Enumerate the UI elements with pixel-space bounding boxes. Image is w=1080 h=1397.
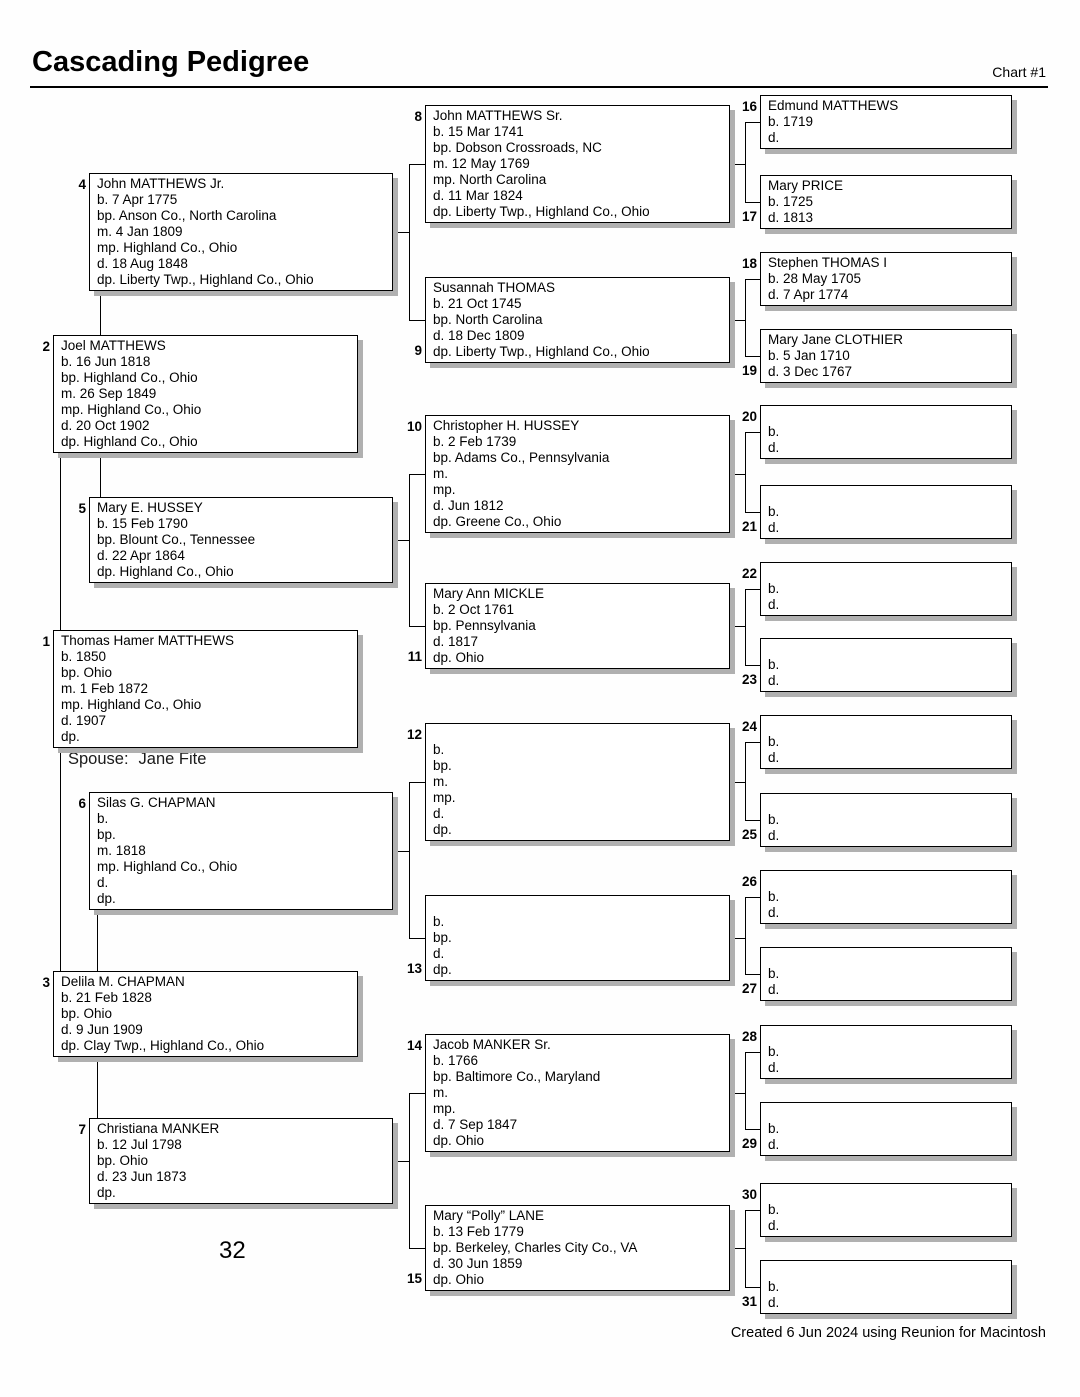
person-name [768,873,1007,889]
connector-line [730,474,745,475]
person-field: bp. Adams Co., Pennsylvania [433,450,610,465]
spouse-name: Jane Fite [138,750,207,768]
person-box-1 [42,630,358,748]
person-field: b. 13 Feb 1779 [433,1224,524,1239]
person-name [768,718,1007,734]
person-box-21 [741,485,1012,539]
person-name: John MATTHEWS Sr. [433,108,563,123]
person-field: d. 18 Dec 1809 [433,328,525,343]
connector-line [745,1129,760,1130]
person-field: d. 22 Apr 1864 [97,548,185,563]
person-field: b. 2 Oct 1761 [433,602,515,617]
person-number: 13 [406,961,422,976]
person-field: mp. Highland Co., Ohio [61,402,202,417]
page-number: 32 [219,1237,246,1264]
connector-line [745,122,760,123]
person-field: bp. Ohio [97,1153,149,1168]
person-box-19 [741,329,1012,383]
person-name [768,796,1007,812]
person-box-2 [42,335,358,453]
connector-line [730,782,745,783]
person-field: b. [433,742,445,757]
person-box-10 [406,415,730,533]
person-field: m. 4 Jan 1809 [97,224,183,239]
connector-line [745,820,760,821]
person-field: b. 21 Feb 1828 [61,990,152,1005]
person-field: dp. Liberty Twp., Highland Co., Ohio [433,344,650,359]
person-field: d. [768,597,780,612]
person-field: d. [768,440,780,455]
person-box-9 [414,277,730,363]
person-name [768,1186,1007,1202]
person-field: bp. Berkeley, Charles City Co., VA [433,1240,638,1255]
person-name: Mary E. HUSSEY [97,500,203,515]
person-number: 26 [741,874,757,889]
person-field: b. [768,504,780,519]
person-field: d. 3 Dec 1767 [768,364,853,379]
person-field: d. 7 Apr 1774 [768,287,849,302]
person-box-13 [406,895,730,981]
connector-line [409,164,425,165]
person-field: b. 12 Jul 1798 [97,1137,182,1152]
person-field: mp. Highland Co., Ohio [61,697,202,712]
person-name: Mary “Polly” LANE [433,1208,545,1223]
person-name [768,1028,1007,1044]
person-number: 28 [741,1029,757,1044]
footer-credit: Created 6 Jun 2024 using Reunion for Macintosh [730,1325,1046,1341]
person-box-16 [741,95,1012,149]
connector-line [745,512,760,513]
person-field: m. 1 Feb 1872 [61,681,149,696]
person-field: d. [768,982,780,997]
person-name: Mary Ann MICKLE [433,586,545,601]
person-number: 8 [414,109,422,124]
person-box-18 [741,252,1012,306]
person-box-12 [406,723,730,841]
connector-line [730,1093,745,1094]
person-field: d. [768,750,780,765]
person-name: Thomas Hamer MATTHEWS [61,633,235,648]
person-number: 2 [42,339,50,354]
person-box-17 [741,175,1012,229]
connector-line [745,356,760,357]
person-box-15 [406,1205,730,1291]
spouse-line [68,750,206,769]
person-box-22 [741,562,1012,616]
person-name: Delila M. CHAPMAN [61,974,185,989]
person-field: b. 15 Mar 1741 [433,124,524,139]
person-field: m. 1818 [97,843,146,858]
person-name: Christopher H. HUSSEY [433,418,580,433]
person-field: b. [768,1121,780,1136]
person-field: b. [768,1044,780,1059]
person-number: 27 [741,981,757,996]
person-field: d. [768,1295,780,1310]
person-name: Mary PRICE [768,178,844,193]
person-field: d. [768,1060,780,1075]
person-name [768,641,1007,657]
person-field: d. 30 Jun 1859 [433,1256,523,1271]
person-name: Silas G. CHAPMAN [97,795,216,810]
connector-line [745,1052,746,1130]
person-field: b. [768,1202,780,1217]
connector-line [745,974,760,975]
person-number: 22 [741,566,757,581]
connector-line [745,897,746,975]
person-box-27 [741,947,1012,1001]
person-box-25 [741,793,1012,847]
person-field: bp. North Carolina [433,312,543,327]
connector-line [409,782,410,939]
person-number: 20 [741,409,757,424]
person-name: Joel MATTHEWS [61,338,166,353]
person-box-31 [741,1260,1012,1314]
connector-line [745,665,760,666]
person-field: bp. Blount Co., Tennessee [97,532,256,547]
person-field: d. [768,905,780,920]
connector-line [60,748,61,971]
person-field: bp. [97,827,116,842]
person-box-8 [414,105,730,223]
connector-line [409,474,410,627]
person-field: b. 21 Oct 1745 [433,296,522,311]
connector-line [409,164,410,321]
connector-line [393,232,409,233]
connector-line [60,453,61,630]
person-field: d. 1907 [61,713,107,728]
person-number: 25 [741,827,757,842]
connector-line [97,1057,98,1118]
connector-line [745,1210,746,1288]
person-field: b. 5 Jan 1710 [768,348,850,363]
person-field: m. 12 May 1769 [433,156,530,171]
person-number: 17 [741,209,757,224]
connector-line [100,453,101,497]
person-field: d. 20 Oct 1902 [61,418,150,433]
person-field: b. [768,581,780,596]
person-field: dp. Greene Co., Ohio [433,514,562,529]
person-number: 3 [42,975,50,990]
person-field: b. 28 May 1705 [768,271,862,286]
person-name: Jacob MANKER Sr. [433,1037,551,1052]
person-name [768,1263,1007,1279]
connector-line [745,589,760,590]
connector-line [745,589,746,666]
person-name [433,898,725,914]
person-field: dp. Highland Co., Ohio [97,564,234,579]
connector-line [409,320,425,321]
person-field: d. [768,130,780,145]
person-box-26 [741,870,1012,924]
person-field: dp. Ohio [433,650,485,665]
person-field: dp. [433,962,452,977]
person-field: bp. Anson Co., North Carolina [97,208,277,223]
connector-line [409,626,425,627]
person-number: 31 [741,1294,757,1309]
person-field: d. 9 Jun 1909 [61,1022,143,1037]
person-field: mp. [433,1101,456,1116]
person-field: d. Jun 1812 [433,498,504,513]
person-field: d. 1817 [433,634,479,649]
person-field: bp. [433,930,452,945]
person-number: 6 [78,796,86,811]
connector-line [409,1248,425,1249]
person-box-6 [78,792,393,910]
connector-line [409,782,425,783]
connector-line [393,540,409,541]
person-field: bp. Ohio [61,1006,113,1021]
person-field: d. [433,946,445,961]
person-number: 24 [741,719,757,734]
person-field: b. 1725 [768,194,814,209]
person-number: 12 [406,727,422,742]
connector-line [409,938,425,939]
connector-line [745,1287,760,1288]
person-field: bp. Baltimore Co., Maryland [433,1069,601,1084]
person-field: b. [768,812,780,827]
page-title: Cascading Pedigree [32,46,310,78]
person-name: Susannah THOMAS [433,280,556,295]
person-number: 30 [741,1187,757,1202]
connector-line [730,938,745,939]
person-field: bp. Ohio [61,665,113,680]
person-field: dp. Ohio [433,1133,485,1148]
person-field: dp. Ohio [433,1272,485,1287]
person-number: 10 [406,419,422,434]
spouse-label: Spouse: [68,750,129,768]
person-field: b. [768,424,780,439]
person-field: mp. Highland Co., Ohio [97,859,238,874]
person-field: dp. Highland Co., Ohio [61,434,198,449]
person-field: d. 18 Aug 1848 [97,256,188,271]
connector-line [745,742,760,743]
person-field: bp. Dobson Crossroads, NC [433,140,602,155]
connector-line [730,320,745,321]
connector-line [100,291,101,335]
person-field: mp. [433,790,456,805]
connector-line [730,626,745,627]
chart-number-label: Chart #1 [992,64,1046,80]
connector-line [745,432,746,513]
person-field: b. 2 Feb 1739 [433,434,517,449]
person-field: d. 23 Jun 1873 [97,1169,187,1184]
person-name [768,488,1007,504]
connector-line [409,474,425,475]
connector-line [745,1052,760,1053]
person-field: m. [433,1085,448,1100]
person-field: dp. [61,729,80,744]
connector-line [745,279,746,357]
person-field: m. [433,774,448,789]
connector-line [745,1210,760,1211]
person-number: 23 [741,672,757,687]
person-field: dp. [97,1185,116,1200]
person-number: 11 [407,649,422,664]
person-field: d. [768,828,780,843]
person-box-29 [741,1102,1012,1156]
person-box-3 [42,971,358,1057]
person-field: bp. Pennsylvania [433,618,536,633]
person-box-4 [78,173,393,291]
person-number: 21 [741,519,757,534]
connector-line [393,851,409,852]
person-field: b. [768,889,780,904]
connector-line [745,122,746,203]
person-field: d. 11 Mar 1824 [433,188,523,203]
person-field: mp. North Carolina [433,172,547,187]
person-box-23 [741,638,1012,692]
person-field: d. [433,806,445,821]
person-field: b. [768,734,780,749]
person-field: d. [768,1218,780,1233]
person-field: b. 1766 [433,1053,479,1068]
person-name: Edmund MATTHEWS [768,98,899,113]
connector-line [730,1248,745,1249]
person-name [768,565,1007,581]
person-field: d. 7 Sep 1847 [433,1117,518,1132]
person-field: mp. Highland Co., Ohio [97,240,238,255]
person-field: d. 1813 [768,210,814,225]
person-number: 9 [414,343,422,358]
person-field: d. [768,673,780,688]
person-field: b. 16 Jun 1818 [61,354,151,369]
person-field: b. 1850 [61,649,107,664]
person-number: 14 [406,1038,422,1053]
person-name [768,408,1007,424]
person-field: dp. Liberty Twp., Highland Co., Ohio [97,272,314,287]
person-name: Stephen THOMAS I [768,255,888,270]
person-box-11 [407,583,730,669]
person-name: John MATTHEWS Jr. [97,176,225,191]
person-box-24 [741,715,1012,769]
person-name: Mary Jane CLOTHIER [768,332,904,347]
person-number: 1 [42,634,50,649]
person-field: bp. Highland Co., Ohio [61,370,198,385]
person-field: dp. [97,891,116,906]
connector-line [409,1093,410,1249]
person-field: b. [433,914,445,929]
person-number: 7 [78,1122,86,1137]
header-rule [30,86,1048,88]
connector-line [745,202,760,203]
person-field: b. 1719 [768,114,814,129]
person-field: m. 26 Sep 1849 [61,386,157,401]
person-number: 19 [741,363,757,378]
person-number: 5 [78,501,86,516]
person-field: b. [768,966,780,981]
person-number: 16 [741,99,757,114]
person-field: mp. [433,482,456,497]
person-field: b. 15 Feb 1790 [97,516,188,531]
person-field: b. [768,657,780,672]
person-field: b. [768,1279,780,1294]
person-field: dp. Clay Twp., Highland Co., Ohio [61,1038,265,1053]
person-name [768,950,1007,966]
person-field: bp. [433,758,452,773]
connector-line [745,432,760,433]
person-field: d. [768,520,780,535]
person-field: d. [768,1137,780,1152]
connector-line [393,1161,409,1162]
person-field: dp. [433,822,452,837]
connector-line [730,164,745,165]
connector-line [745,897,760,898]
person-field: m. [433,466,448,481]
connector-line [745,742,746,821]
connector-line [745,279,760,280]
person-box-28 [741,1025,1012,1079]
connector-line [97,910,98,971]
person-box-14 [406,1034,730,1152]
person-field: b. 7 Apr 1775 [97,192,178,207]
person-number: 15 [406,1271,422,1286]
person-number: 29 [741,1136,757,1151]
person-box-30 [741,1183,1012,1237]
person-name [433,726,725,742]
person-name [768,1105,1007,1121]
person-box-20 [741,405,1012,459]
person-number: 4 [78,177,86,192]
person-box-5 [78,497,393,583]
person-field: dp. Liberty Twp., Highland Co., Ohio [433,204,650,219]
person-field: b. [97,811,109,826]
person-name: Christiana MANKER [97,1121,220,1136]
person-field: d. [97,875,109,890]
person-box-7 [78,1118,393,1204]
connector-line [409,1093,425,1094]
person-number: 18 [741,256,757,271]
